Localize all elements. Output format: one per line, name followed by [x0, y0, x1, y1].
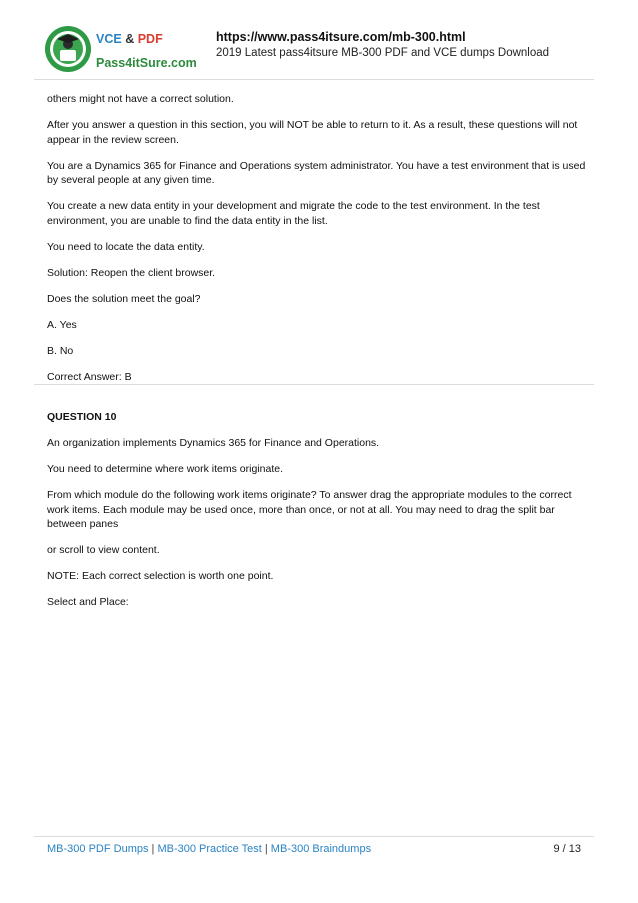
paragraph: You need to locate the data entity.: [47, 240, 205, 253]
footer-divider: [34, 836, 594, 837]
logo-pdf: PDF: [137, 32, 163, 46]
paragraph: or scroll to view content.: [47, 544, 160, 556]
answer-option-b: B. No: [47, 344, 74, 357]
paragraph: NOTE: Each correct selection is worth one point.: [47, 570, 274, 582]
solution-text: Solution: Reopen the client browser.: [47, 266, 216, 279]
header-subtitle: 2019 Latest pass4itsure MB-300 PDF and VCE dumps Download: [216, 47, 550, 59]
paragraph: You need to determine where work items originate.: [47, 463, 283, 475]
page-number: 9 / 13: [553, 843, 581, 855]
paragraph: From which module do the following work items originate? To answer drag the appropriate modules to the correct work items. Each module may be used once, more than once, or not at all. You may need to drag the split bar between panes: [47, 489, 572, 530]
logo-amp: &: [125, 32, 135, 46]
footer-separator: |: [151, 843, 155, 855]
question-heading: QUESTION 10: [47, 411, 117, 423]
footer-link-practice-test[interactable]: MB-300 Practice Test: [157, 843, 262, 855]
logo-site-name: Pass4itSure.com: [96, 56, 197, 70]
footer-link-braindumps[interactable]: MB-300 Braindumps: [270, 843, 372, 855]
paragraph: You create a new data entity in your development and migrate the code to the test environment. In the test environment, you are unable to find the data entity in the list.: [47, 200, 540, 227]
correct-answer: Correct Answer: B: [47, 370, 132, 383]
paragraph: An organization implements Dynamics 365 for Finance and Operations.: [47, 437, 380, 449]
paragraph: Select and Place:: [47, 596, 129, 608]
paragraph: After you answer a question in this section, you will NOT be able to return to it. As a result, these questions will not appear in the review screen.: [47, 119, 578, 146]
header-divider: [34, 79, 594, 80]
logo-text: [96, 32, 163, 46]
footer-separator: |: [264, 843, 268, 855]
footer-links: [47, 843, 371, 855]
paragraph: others might not have a correct solution.: [47, 93, 234, 105]
question-prompt: Does the solution meet the goal?: [47, 292, 201, 305]
question-divider: [34, 384, 594, 385]
logo-vce: VCE: [96, 32, 122, 46]
page-content: [47, 92, 599, 384]
paragraph: You are a Dynamics 365 for Finance and Operations system administrator. You have a test environment that is used by several people at any given time.: [47, 159, 586, 186]
page-header: [0, 0, 638, 80]
question-10-content: [47, 410, 599, 621]
answer-option-a: A. Yes: [47, 318, 77, 331]
footer-link-pdf-dumps[interactable]: MB-300 PDF Dumps: [47, 843, 149, 855]
header-url-link[interactable]: https://www.pass4itsure.com/mb-300.html: [216, 30, 466, 44]
